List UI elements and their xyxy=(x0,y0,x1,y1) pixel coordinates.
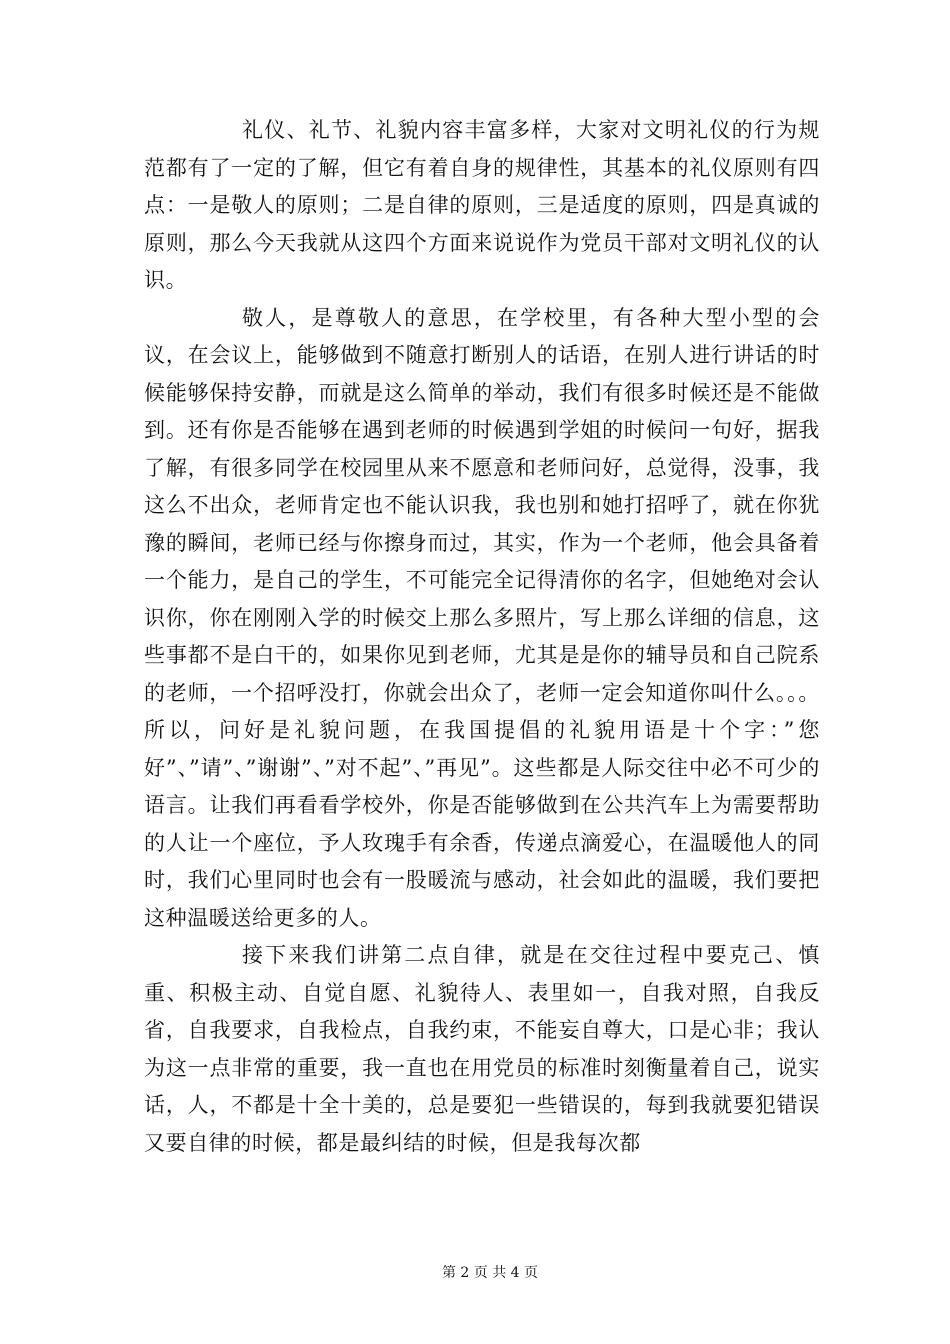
body-text xyxy=(144,112,820,1162)
paragraph-etiquette-principles: 礼仪、礼节、礼貌内容丰富多样，大家对文明礼仪的行为规范都有了一定的了解，但它有着自身的规律性，其基本的礼仪原则有四点：一是敬人的原则；二是自律的原则，三是适度的原则，四是真诚的原则，那么今天我就从这四个方面来说说作为党员干部对文明礼仪的认识。 xyxy=(144,118,820,292)
page-number: 第 2 页 共 4 页 xyxy=(441,1265,539,1281)
paragraph-respect: 敬人，是尊敬人的意思，在学校里，有各种大型小型的会议，在会议上，能够做到不随意打断别人的话语，在别人进行讲话的时候能够保持安静，而就是这么简单的举动，我们有很多时候还是不能做到。还有你是否能够在遇到老师的时候遇到学姐的时候问一句好，据我了解，有很多同学在校园里从来不愿意和老师问好，总觉得，没事，我这么不出众，老师肯定也不能认识我，我也别和她打招呼了，就在你犹豫的瞬间，老师已经与你擦身而过，其实，作为一个老师，他会具备着一个能力，是自己的学生，不可能完全记得清你的名字，但她绝对会认识你，你在刚刚入学的时候交上那么多照片，写上那么详细的信息，这些事都不是白干的，如果你见到老师，尤其是是你的辅导员和自己院系的老师，一个招呼没打，你就会出众了，老师一定会知道你叫什么。。。所以，问好是礼貌问题，在我国提倡的礼貌用语是十个字：”您好”、”请”、”谢谢”、”对不起”、”再见”。这些都是人际交往中必不可少的语言。让我们再看看学校外，你是否能够做到在公共汽车上为需要帮助的人让一个座位，予人玫瑰手有余香，传递点滴爱心，在温暖他人的同时，我们心里同时也会有一股暖流与感动，社会如此的温暖，我们要把这种温暖送给更多的人。 xyxy=(144,305,820,930)
paragraph-self-discipline: 接下来我们讲第二点自律，就是在交往过程中要克己、慎重、积极主动、自觉自愿、礼貌待人、表里如一，自我对照，自我反省，自我要求，自我检点，自我约束，不能妄自尊大，口是心非；我认为这一点非常的重要，我一直也在用党员的标准时刻衡量着自己，说实话，人，不都是十全十美的，总是要犯一些错误的，每到我就要犯错误又要自律的时候，都是最纠结的时候，但是我每次都 xyxy=(144,943,820,1155)
page-footer xyxy=(0,1262,950,1282)
